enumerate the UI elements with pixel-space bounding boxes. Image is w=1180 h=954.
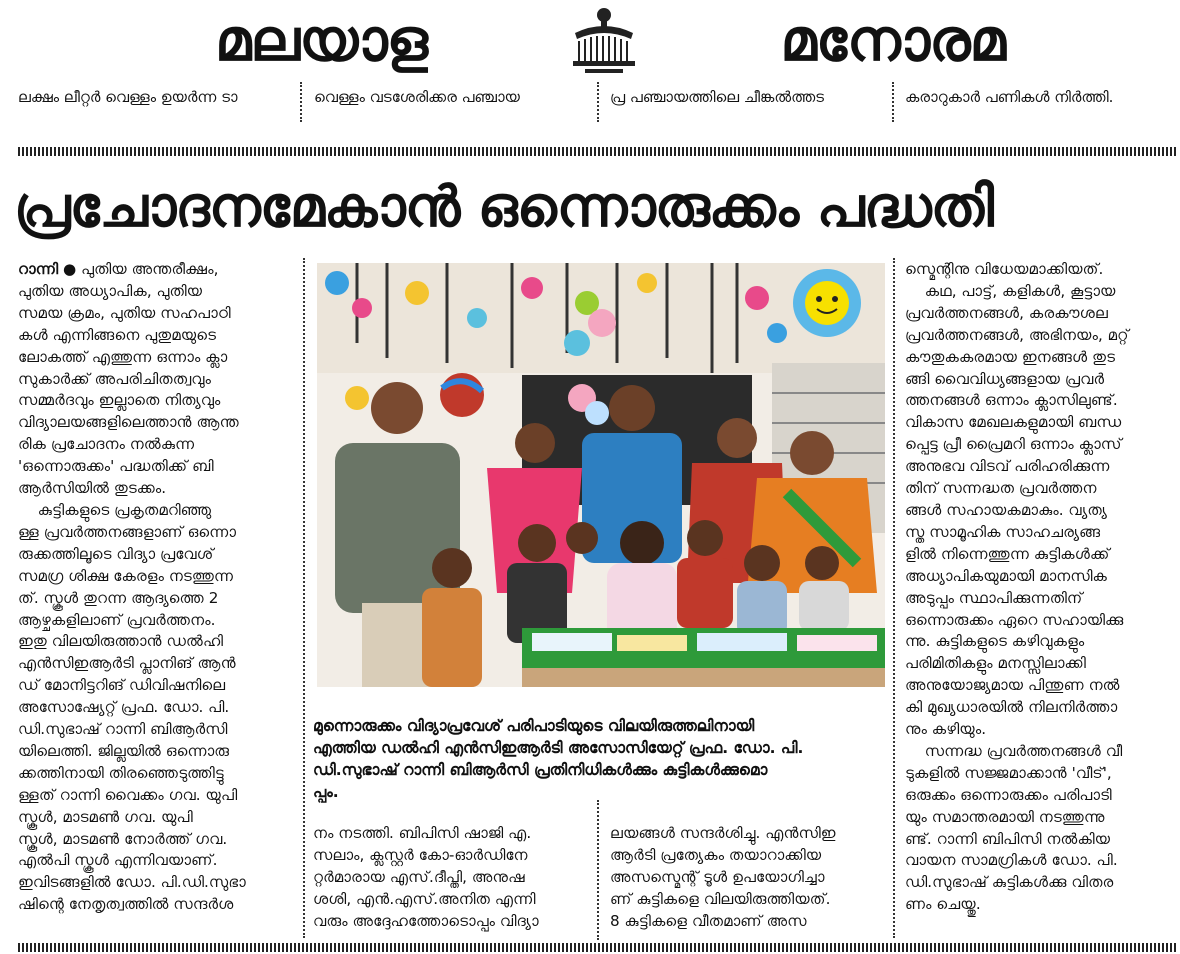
prev-col-4-text: കരാറുകാർ പണികൾ നിർത്തി. — [905, 88, 1114, 106]
prev-col-2-text: വെള്ളം വടശേരിക്കര പഞ്ചായ — [314, 88, 520, 106]
prev-col-1-text: ലക്ഷം ലീറ്റർ വെള്ളം ഉയർന്ന ടാ — [18, 88, 238, 106]
previous-story-tail — [0, 80, 1180, 124]
article-column-3: ലയങ്ങൾ സന്ദർശിച്ചു. എൻസിഇ ആർടി പ്രത്യേകം തയാറാക്കിയ അസസ്മെന്റ് ടൂൾ ഉപയോഗിച്ചാ ണ് കുട്ടികളെ വിലയിരുത്തിയത്. 8 കുട്ടികളെ വീതമാണ് അസ — [610, 824, 836, 930]
sun-decoration-icon — [793, 269, 861, 337]
column-divider — [893, 258, 895, 938]
photo-caption: മുന്നൊരുക്കം വിദ്യാപ്രവേശ് പരിപാടിയുടെ വിലയിരുത്തലിനായി എത്തിയ ഡൽഹി എൻസിഇആർടി അസോസിയേറ്റ് പ്രഫ. ഡോ. പി. ഡി.സുഭാഷ് റാന്നി ബിആർസി പ്രതിനിധികൾക്കും കുട്ടികൾക്കുമൊ പ്പം. — [313, 717, 804, 801]
article-photo — [317, 263, 885, 687]
dateline: റാന്നി — [18, 260, 59, 278]
prev-col-2 — [314, 80, 584, 124]
masthead-right-word: മനോരമ — [780, 6, 1005, 74]
prev-col-3-text: പ്ര പഞ്ചായത്തിലെ ചീങ്കൽത്തട — [610, 88, 824, 106]
classroom-group-photo — [317, 263, 885, 687]
article-column-4: സ്മെന്റിനു വിധേയമാക്കിയത്. കഥ, പാട്ട്, കളികൾ, കൂട്ടായ പ്രവർത്തനങ്ങൾ, കരകൗശല പ്രവർത്തനങ്ങൾ, അഭിനയം, മറ്റ് കൗതുകകരമായ ഇനങ്ങൾ തുട ങ്ങി വൈവിധ്യങ്ങളായ പ്രവർ ത്തനങ്ങൾ ഒന്നാം ക്ലാസിലുണ്ട്. വികാസ മേഖലകളുമായി ബന്ധ പ്പെട്ട പ്രീ പ്രൈമറി ഒന്നാം ക്ലാസ് അനുഭവ വിടവ് പരിഹരിക്കുന്ന തിന് സന്നദ്ധത പ്രവർത്തന ങ്ങൾ സഹായകമാകും. വ്യത്യ സ്ത സാമൂഹിക സാഹചര്യങ്ങ ളിൽ നിന്നെത്തുന്ന കുട്ടികൾക്ക് അധ്യാപികയുമായി മാനസിക അടുപ്പം സ്ഥാപിക്കുന്നതിന് ഒന്നൊരുക്കം ഏറെ സഹായിക്കു ന്നു. കുട്ടികളുടെ കഴിവുകളും പരിമിതികളും മനസ്സിലാക്കി അനുയോജ്യമായ പിന്തുണ നൽ കി മുഖ്യധാരയിൽ നിലനിർത്താ നും കഴിയും. സന്നദ്ധ പ്രവർത്തനങ്ങൾ വീ ടുകളിൽ സജ്ജമാക്കാൻ 'വീട്', ഒരുക്കം ഒന്നൊരുക്കം പരിപാടി യും സമാന്തരമായി നടത്തുന്നു ണ്ട്. റാന്നി ബിപിസി നൽകിയ വായന സാമഗ്രികൾ ഡോ. പി. ഡി.സുഭാഷ് കുട്ടികൾക്കു വിതര ണം ചെയ്തു. — [905, 260, 1129, 914]
article-column-1: റാന്നി ● പുതിയ അന്തരീക്ഷം, പുതിയ അധ്യാപിക, പുതിയ സമയ ക്രമം, പുതിയ സഹപാഠി കൾ എന്നിങ്ങനെ പുതുമയുടെ ലോകത്ത് എത്തുന്ന ഒന്നാം ക്ലാ സുകാർക്ക് അപരിചിതത്വവും സമ്മർദവും ഇല്ലാതെ നിത്യവും വിദ്യാലയങ്ങളിലെത്താൻ ആന്ത രിക പ്രചോദനം നൽകുന്ന 'ഒന്നൊരുക്കം' പദ്ധതിക്ക് ബി ആർസിയിൽ തുടക്കം. കുട്ടികളുടെ പ്രകൃതമറിഞ്ഞു ള്ള പ്രവർത്തനങ്ങളാണ് ഒന്നൊ രുക്കത്തിലൂടെ വിദ്യാ പ്രവേശ് സമഗ്ര ശിക്ഷ കേരളം നടത്തുന്ന ത്. സ്കൂൾ തുറന്ന ആദ്യത്തെ 2 ആഴ്ചകളിലാണ് പ്രവർത്തനം. ഇതു വിലയിരുത്താൻ ഡൽഹി എൻസിഇആർടി പ്ലാനിങ് ആൻ ഡ് മോനിട്ടറിങ് ഡിവിഷനിലെ അസോഷ്യേറ്റ് പ്രഫ. ഡോ. പി. ഡി.സുഭാഷ് റാന്നി ബിആർസി യിലെത്തി. ജില്ലയിൽ ഒന്നൊരു ക്കത്തിനായി തിരഞ്ഞെടുത്തിട്ടു ള്ളത് റാന്നി വൈക്കം ഗവ. യുപി സ്കൂൾ, മാടമൺ ഗവ. യുപി സ്കൂൾ, മാടമൺ നോർത്ത് ഗവ. എൽപി സ്കൂൾ എന്നിവയാണ്. ഇവിടങ്ങളിൽ ഡോ. പി.ഡി.സുഭാ ഷിന്റെ നേതൃത്വത്തിൽ സന്ദർശ — [18, 260, 246, 914]
column-divider — [300, 82, 302, 122]
column-divider — [303, 258, 305, 938]
section-rule-top — [18, 147, 1176, 156]
lamp-emblem-icon — [565, 3, 643, 77]
prev-col-1 — [18, 80, 288, 124]
newspaper-title — [215, 2, 1005, 78]
masthead — [0, 0, 1180, 80]
masthead-left-word: മലയാള — [215, 6, 428, 74]
article-column-2: നം നടത്തി. ബിപിസി ഷാജി എ. സലാം, ക്ലസ്റ്റർ കോ-ഓർഡിനേ റ്റർമാരായ എസ്.ദീപ്തി, അനുഷ ശശി, എൻ.എസ്.അനിത എന്നി വരും അദ്ദേഹത്തോടൊപ്പം വിദ്യാ — [313, 824, 539, 930]
prev-col-3 — [610, 80, 880, 124]
column-divider — [892, 82, 894, 122]
prev-col-4 — [905, 80, 1175, 124]
column-divider — [597, 82, 599, 122]
section-rule-bottom — [18, 943, 1176, 952]
article-headline: പ്രചോദനമേകാൻ ഒന്നൊരുക്കം പദ്ധതി — [14, 175, 993, 240]
column-divider — [597, 800, 599, 940]
